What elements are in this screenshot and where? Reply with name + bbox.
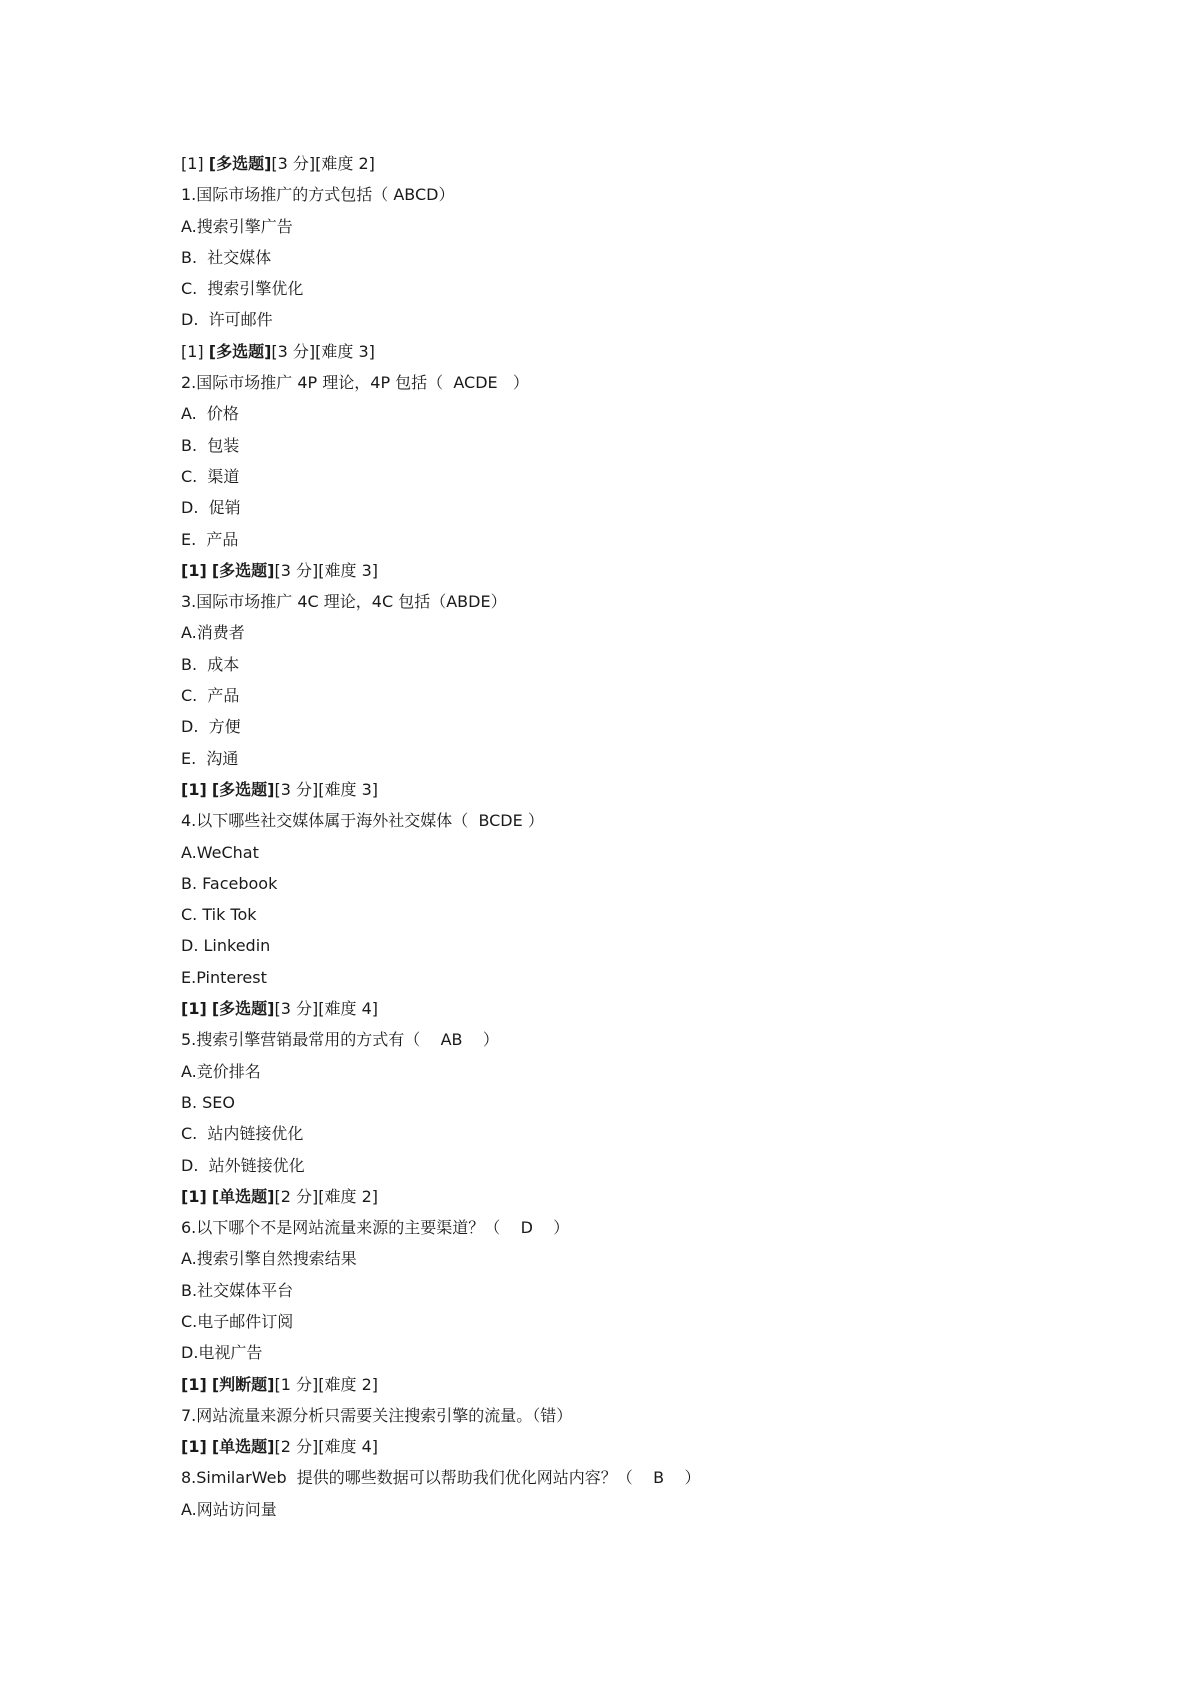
answer-option: A. 价格 bbox=[181, 404, 239, 424]
answer-option: B.社交媒体平台 bbox=[181, 1280, 294, 1300]
answer-option: E.Pinterest bbox=[181, 967, 267, 987]
answer-option: A.搜索引擎自然搜索结果 bbox=[181, 1249, 357, 1269]
answer-option: B. 包装 bbox=[181, 435, 240, 455]
answer-option: B. 成本 bbox=[181, 654, 240, 674]
question-stem: 6.以下哪个不是网站流量来源的主要渠道？（ D ） bbox=[181, 1218, 570, 1238]
question-header bbox=[181, 1431, 1081, 1462]
question-stem: 7.网站流量来源分析只需要关注搜索引擎的流量。（错） bbox=[181, 1405, 573, 1425]
question-type: [判断题] bbox=[211, 1374, 275, 1394]
question-stem: 5.搜索引擎营销最常用的方式有（ AB ） bbox=[181, 1030, 499, 1050]
question-type: [单选题] bbox=[211, 1186, 275, 1206]
answer-option: A.消费者 bbox=[181, 623, 245, 643]
answer-option: C. 渠道 bbox=[181, 466, 240, 486]
question-number: [1] bbox=[181, 560, 207, 580]
answer-option: D. 方便 bbox=[181, 717, 241, 737]
question-number: [1] bbox=[181, 999, 207, 1019]
answer-option: D. 许可邮件 bbox=[181, 310, 273, 330]
question-stem: 2.国际市场推广 4P 理论，4P 包括（ ACDE ） bbox=[181, 373, 529, 393]
question-header bbox=[181, 1369, 1081, 1400]
question-header bbox=[181, 1181, 1081, 1212]
answer-option: C. Tik Tok bbox=[181, 905, 257, 925]
question-stem: 3.国际市场推广 4C 理论，4C 包括（ABDE） bbox=[181, 592, 507, 612]
question-type: [多选题] bbox=[208, 341, 272, 361]
question-number: [1] bbox=[181, 1186, 207, 1206]
question-score-difficulty: [3 分][难度 2] bbox=[271, 154, 375, 173]
answer-option: B. 社交媒体 bbox=[181, 247, 272, 267]
question-score-difficulty: [1 分][难度 2] bbox=[274, 1374, 379, 1394]
answer-option: C. 产品 bbox=[181, 686, 240, 706]
question-score-difficulty: [3 分][难度 3] bbox=[271, 341, 375, 361]
answer-option: E. 产品 bbox=[181, 529, 239, 549]
question-header bbox=[181, 148, 1081, 179]
answer-option: A.搜索引擎广告 bbox=[181, 216, 293, 236]
question-number: [1] bbox=[181, 1374, 207, 1394]
answer-option: D. 促销 bbox=[181, 498, 241, 518]
answer-option: A.WeChat bbox=[181, 842, 259, 862]
question-type: [多选题] bbox=[211, 999, 275, 1019]
question-header bbox=[181, 993, 1081, 1024]
question-stem: 4.以下哪些社交媒体属于海外社交媒体（ BCDE ） bbox=[181, 811, 544, 831]
question-number: [1] bbox=[181, 1437, 207, 1457]
answer-option: B. Facebook bbox=[181, 873, 278, 893]
question-type: [单选题] bbox=[211, 1437, 275, 1457]
question-header bbox=[181, 555, 1081, 586]
question-score-difficulty: [2 分][难度 2] bbox=[274, 1186, 379, 1206]
question-number: [1] bbox=[181, 154, 204, 173]
answer-option: C.电子邮件订阅 bbox=[181, 1311, 294, 1331]
question-header bbox=[181, 336, 1081, 367]
answer-option: D.电视广告 bbox=[181, 1343, 263, 1363]
answer-option: D. Linkedin bbox=[181, 936, 271, 956]
question-score-difficulty: [3 分][难度 3] bbox=[274, 779, 379, 799]
question-type: [多选题] bbox=[211, 560, 275, 580]
question-score-difficulty: [3 分][难度 3] bbox=[274, 560, 379, 580]
question-stem: 8.SimilarWeb 提供的哪些数据可以帮助我们优化网站内容？（ B ） bbox=[181, 1468, 701, 1488]
question-type: [多选题] bbox=[208, 154, 272, 173]
answer-option: C. 搜索引擎优化 bbox=[181, 279, 304, 299]
answer-option: E. 沟通 bbox=[181, 748, 239, 768]
question-type: [多选题] bbox=[211, 779, 275, 799]
question-number: [1] bbox=[181, 779, 207, 799]
question-score-difficulty: [3 分][难度 4] bbox=[274, 999, 379, 1019]
question-score-difficulty: [2 分][难度 4] bbox=[274, 1437, 379, 1457]
answer-option: D. 站外链接优化 bbox=[181, 1155, 305, 1175]
answer-option: B. SEO bbox=[181, 1092, 236, 1112]
question-stem: 1.国际市场推广的方式包括（ ABCD） bbox=[181, 185, 455, 205]
document-body bbox=[181, 148, 1081, 1525]
answer-option: A.竞价排名 bbox=[181, 1061, 261, 1081]
question-number: [1] bbox=[181, 341, 204, 361]
question-header bbox=[181, 774, 1081, 805]
answer-option: C. 站内链接优化 bbox=[181, 1124, 304, 1144]
answer-option: A.网站访问量 bbox=[181, 1499, 277, 1519]
